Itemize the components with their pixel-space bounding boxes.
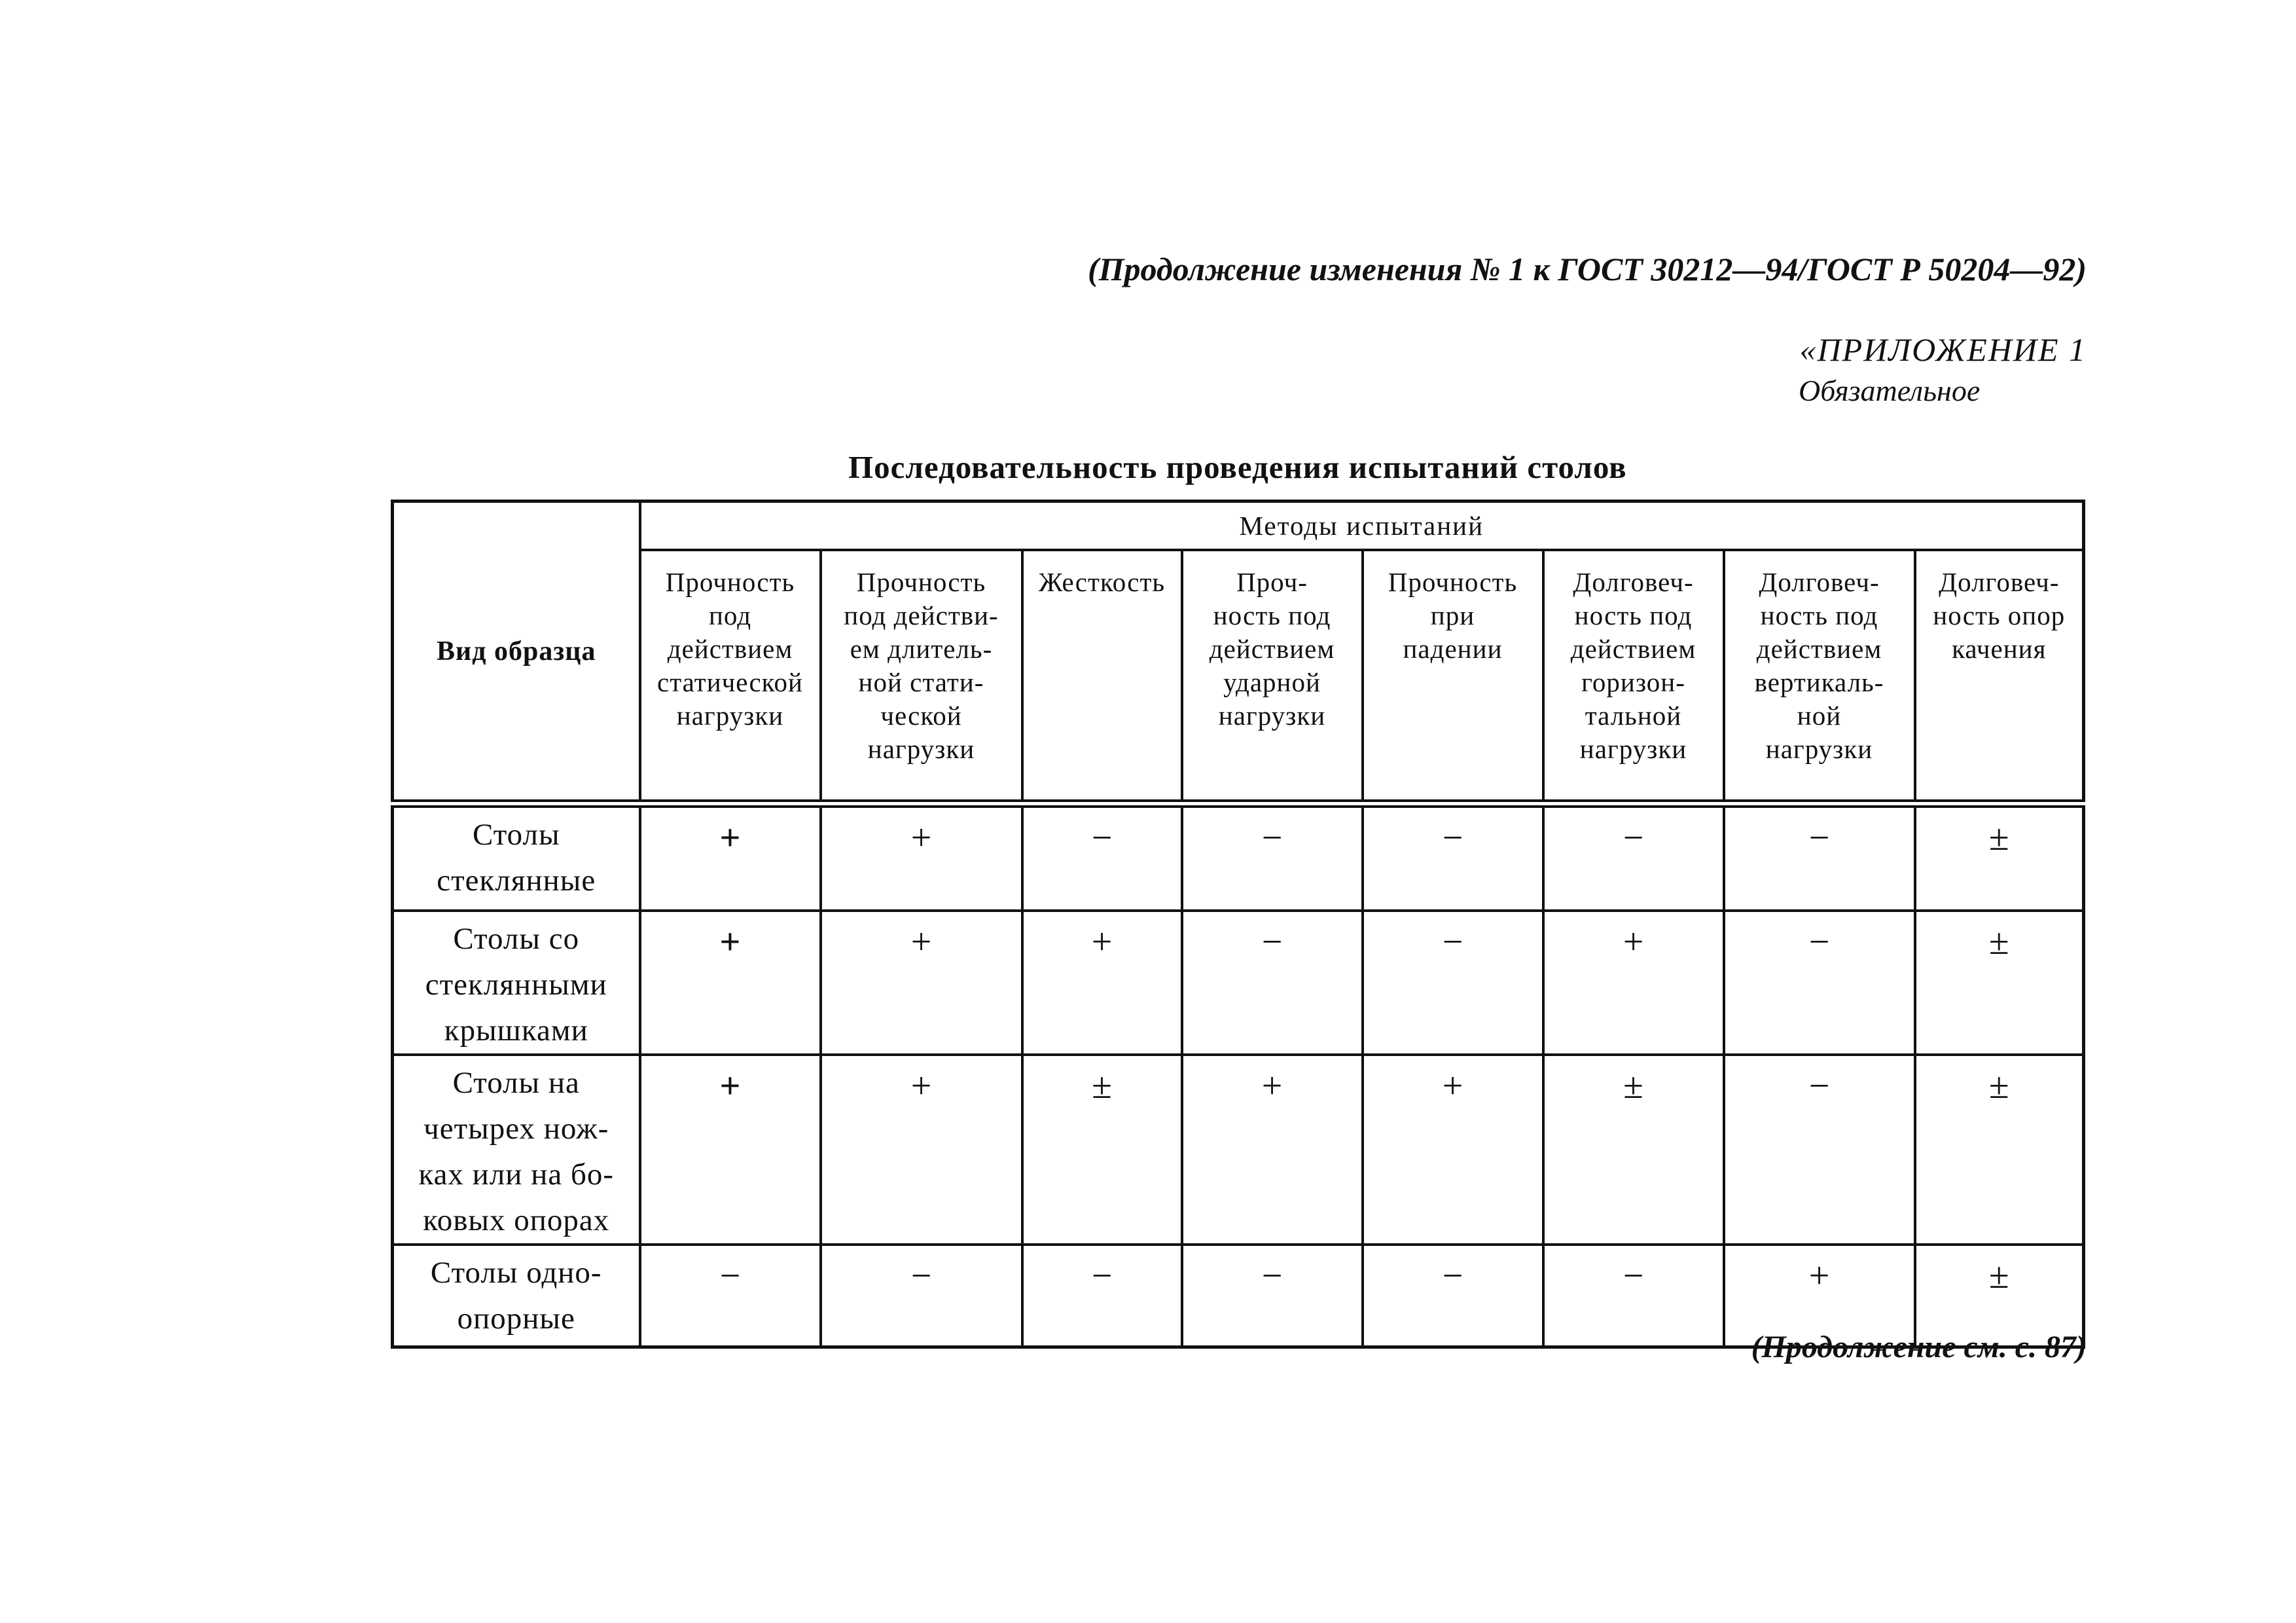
method-mark: − [821, 1245, 1022, 1347]
method-mark: + [1182, 1055, 1363, 1245]
method-mark: + [1022, 911, 1182, 1055]
method-mark: − [1363, 911, 1543, 1055]
method-mark: − [640, 1245, 821, 1347]
method-header-line: Долговеч- [1939, 567, 2060, 597]
method-mark: ± [1915, 1055, 2084, 1245]
method-header-line: нагрузки [1765, 734, 1873, 764]
sample-type-label-line: Столы со [453, 921, 580, 956]
method-header-line: ность под [1760, 600, 1878, 630]
method-header-line: под [708, 600, 752, 630]
method-header-4 [1182, 550, 1363, 804]
method-header-line: действием [1209, 634, 1335, 664]
sample-type-label-line: опорные [457, 1301, 575, 1336]
sample-type-label-line: ковых опорах [423, 1203, 610, 1237]
method-header-line: нагрузки [1579, 734, 1687, 764]
method-header-line: Прочность [665, 567, 795, 597]
method-mark: + [640, 911, 821, 1055]
method-mark: − [1182, 911, 1363, 1055]
method-mark: − [1724, 911, 1915, 1055]
method-mark: − [1022, 804, 1182, 911]
method-mark: + [640, 804, 821, 911]
method-header-line: тальной [1585, 701, 1682, 731]
method-mark: ± [1915, 911, 2084, 1055]
method-header-line: нагрузки [1218, 701, 1326, 731]
method-mark: + [821, 1055, 1022, 1245]
sample-type-label-line: Столы на [452, 1065, 580, 1100]
method-mark: − [1724, 804, 1915, 911]
method-header-7 [1724, 550, 1915, 804]
method-header-line: Долговеч- [1759, 567, 1880, 597]
method-mark: − [1724, 1055, 1915, 1245]
sample-type-header: Вид образца [393, 501, 640, 804]
method-header-line: ударной [1223, 667, 1321, 697]
table-title: Последовательность проведения испытаний столов [848, 449, 1627, 485]
sample-type-label-line: стеклянными [425, 967, 607, 1002]
method-header-line: ной стати- [858, 667, 984, 697]
test-sequence-table [391, 500, 2085, 1349]
method-header-line: под действи- [844, 600, 999, 630]
method-header-5 [1363, 550, 1543, 804]
table-row [393, 1055, 2084, 1245]
method-mark: + [1363, 1055, 1543, 1245]
method-column-headers [393, 550, 2084, 804]
sample-type-label [393, 1055, 640, 1245]
appendix-title: «ПРИЛОЖЕНИЕ 1 [1799, 331, 2087, 368]
method-header-line: Прочность [856, 567, 986, 597]
method-header-8 [1915, 550, 2084, 804]
method-header-line: при [1430, 600, 1475, 630]
sample-type-label-line: крышками [444, 1013, 588, 1048]
method-header-1 [640, 550, 821, 804]
method-header-line: статической [657, 667, 803, 697]
appendix-note: Обязательное [1799, 374, 1981, 407]
method-header-line: ность опор [1933, 600, 2066, 630]
method-header-line: Жесткость [1038, 567, 1166, 597]
method-header-2 [821, 550, 1022, 804]
document-continuation-header: (Продолжение изменения № 1 к ГОСТ 30212—94/ГОСТ Р 50204—92) [1087, 251, 2087, 287]
continuation-footer: (Продолжение см. с. 87) [1751, 1330, 2087, 1364]
method-mark: − [1182, 804, 1363, 911]
method-header-line: действием [1570, 634, 1696, 664]
sample-type-label-line: четырех нож- [423, 1111, 609, 1146]
method-header-line: действием [1756, 634, 1882, 664]
method-header-line: ность под [1574, 600, 1693, 630]
table-row [393, 804, 2084, 911]
method-mark: + [1543, 911, 1724, 1055]
method-mark: ± [1022, 1055, 1182, 1245]
test-methods-header: Методы испытаний [640, 501, 2084, 551]
sample-type-label [393, 1245, 640, 1347]
method-header-line: горизон- [1581, 667, 1685, 697]
table-row [393, 911, 2084, 1055]
method-mark: − [1022, 1245, 1182, 1347]
sample-type-label-line: Столы [472, 818, 560, 852]
method-header-line: ной [1797, 701, 1842, 731]
method-mark: + [640, 1055, 821, 1245]
method-mark: ± [1915, 804, 2084, 911]
sample-type-label [393, 911, 640, 1055]
method-header-line: действием [667, 634, 793, 664]
method-mark: − [1543, 804, 1724, 911]
sample-type-label [393, 804, 640, 911]
method-header-line: нагрузки [676, 701, 784, 731]
method-mark: ± [1915, 1245, 2084, 1347]
method-mark: − [1363, 1245, 1543, 1347]
method-mark: − [1543, 1245, 1724, 1347]
sample-type-label-line: Столы одно- [430, 1255, 602, 1290]
method-mark: + [821, 911, 1022, 1055]
method-mark: + [821, 804, 1022, 911]
method-header-6 [1543, 550, 1724, 804]
method-header-line: ность под [1213, 600, 1331, 630]
method-mark: + [1724, 1245, 1915, 1347]
method-header-line: падении [1403, 634, 1503, 664]
method-mark: ± [1543, 1055, 1724, 1245]
method-header-line: качения [1952, 634, 2047, 664]
method-header-line: ческой [880, 701, 962, 731]
method-header-line: Проч- [1236, 567, 1308, 597]
method-header-3 [1022, 550, 1182, 804]
sample-type-label-line: ках или на бо- [418, 1157, 615, 1192]
method-mark: − [1363, 804, 1543, 911]
method-mark: − [1182, 1245, 1363, 1347]
method-header-line: нагрузки [867, 734, 975, 764]
method-header-line: Долговеч- [1573, 567, 1694, 597]
method-header-line: ем длитель- [850, 634, 993, 664]
method-header-line: Прочность [1388, 567, 1518, 597]
sample-type-label-line: стеклянные [437, 864, 596, 898]
method-header-line: вертикаль- [1754, 667, 1884, 697]
